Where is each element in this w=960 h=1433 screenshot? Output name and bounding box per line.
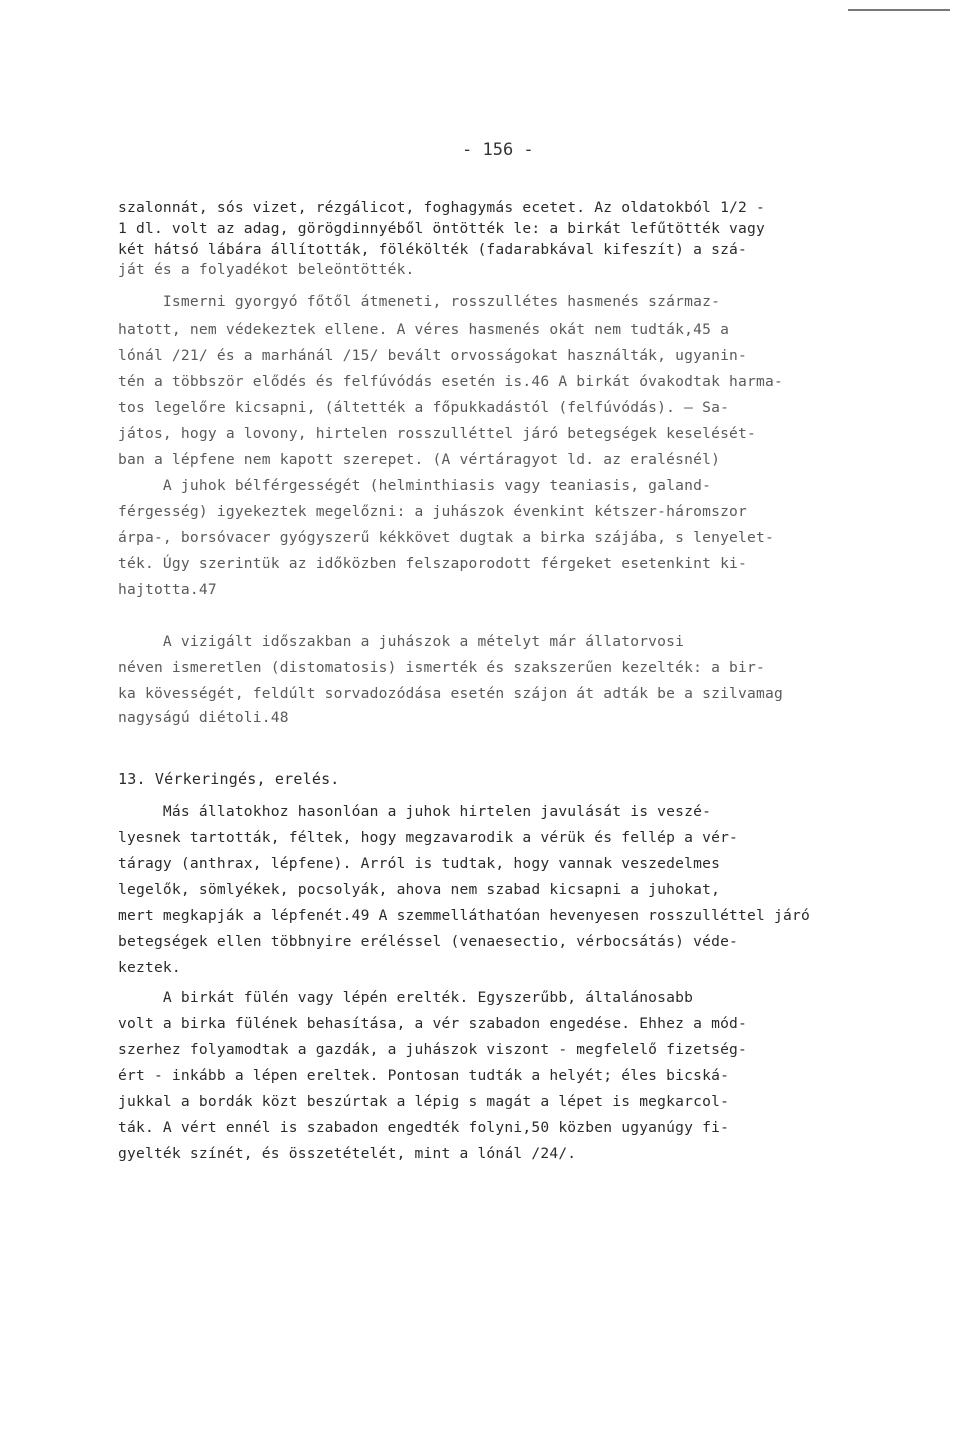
text-line: Más állatokhoz hasonlóan a juhok hirtelen javulását is veszé- bbox=[118, 803, 712, 820]
text-line: ért - inkább a lépen ereltek. Pontosan tudták a helyét; éles bicská- bbox=[118, 1067, 730, 1084]
text-line: A birkát fülén vagy lépén erelték. Egyszerűbb, általánosabb bbox=[118, 989, 694, 1006]
text-line: ték. Úgy szerintük az időközben felszaporodott férgeket esetenkint ki- bbox=[118, 555, 748, 572]
text-line: 1 dl. volt az adag, görögdinnyéből öntötték le: a birkát lefűtötték vagy bbox=[118, 220, 766, 237]
text-line: szalonnát, sós vizet, rézgálicot, foghagymás ecetet. Az oldatokból 1/2 - bbox=[118, 199, 766, 216]
text-line: hatott, nem védekeztek ellene. A véres hasmenés okát nem tudták,45 a bbox=[118, 321, 730, 338]
text-line: mert megkapják a lépfenét.49 A szemmelláthatóan hevenyesen rosszulléttel járó bbox=[118, 907, 810, 924]
text-line: volt a birka fülének behasítása, a vér szabadon engedése. Ehhez a mód- bbox=[118, 1015, 748, 1032]
text-line: betegségek ellen többnyire eréléssel (venaesectio, vérbocsátás) véde- bbox=[118, 933, 739, 950]
text-line: árpa-, borsóvacer gyógyszerű kékkövet dugtak a birka szájába, s lenyelet- bbox=[118, 529, 774, 546]
text-line: tén a többször elődés és felfúvódás esetén is.46 A birkát óvakodtak harma- bbox=[118, 373, 783, 390]
text-line: ták. A vért ennél is szabadon engedték folyni,50 közben ugyanúgy fi- bbox=[118, 1119, 730, 1136]
text-line: A juhok bélférgességét (helminthiasis vagy teaniasis, galand- bbox=[118, 477, 712, 494]
page-number: - 156 - bbox=[462, 140, 534, 160]
text-line: táragy (anthrax, lépfene). Arról is tudtak, hogy vannak veszedelmes bbox=[118, 855, 721, 872]
text-line: néven ismeretlen (distomatosis) ismerték és szakszerűen kezelték: a bir- bbox=[118, 659, 766, 676]
text-line: ka kövességét, feldúlt sorvadozódása esetén szájon át adták be a szilvamag bbox=[118, 685, 783, 702]
text-line: ját és a folyadékot beleöntötték. bbox=[118, 261, 415, 278]
text-line: tos legelőre kicsapni, (áltették a főpukkadástól (felfúvódás). — Sa- bbox=[118, 399, 730, 416]
text-line: jukkal a bordák közt beszúrtak a lépig s magát a lépet is megkarcol- bbox=[118, 1093, 730, 1110]
text-line: játos, hogy a lovony, hirtelen rosszulléttel járó betegségek keselését- bbox=[118, 425, 757, 442]
text-line: A vizigált időszakban a juhászok a mételyt már állatorvosi bbox=[118, 633, 685, 650]
text-line: férgesség) igyekeztek megelőzni: a juhászok évenkint kétszer-háromszor bbox=[118, 503, 748, 520]
text-line: lónál /21/ és a marhánál /15/ bevált orvosságokat használták, ugyanin- bbox=[118, 347, 748, 364]
text-line: lyesnek tartották, féltek, hogy megzavarodik a vérük és fellép a vér- bbox=[118, 829, 739, 846]
section-heading: 13. Vérkeringés, erelés. bbox=[118, 770, 340, 788]
text-line: keztek. bbox=[118, 959, 181, 976]
text-line: Ismerni gyorgyó főtől átmeneti, rosszullétes hasmenés származ- bbox=[118, 293, 721, 310]
top-rule bbox=[848, 9, 950, 11]
text-line: szerhez folyamodtak a gazdák, a juhászok viszont - megfelelő fizetség- bbox=[118, 1041, 748, 1058]
text-line: hajtotta.47 bbox=[118, 581, 217, 598]
text-line: nagyságú diétoli.48 bbox=[118, 709, 289, 726]
text-line: legelők, sömlyékek, pocsolyák, ahova nem szabad kicsapni a juhokat, bbox=[118, 881, 721, 898]
text-line: ban a lépfene nem kapott szerepet. (A vértáragyot ld. az eralésnél) bbox=[118, 451, 721, 468]
text-line: két hátsó lábára állították, fölékölték (fadarabkával kifeszít) a szá- bbox=[118, 241, 748, 258]
text-line: gyelték színét, és összetételét, mint a lónál /24/. bbox=[118, 1145, 577, 1162]
